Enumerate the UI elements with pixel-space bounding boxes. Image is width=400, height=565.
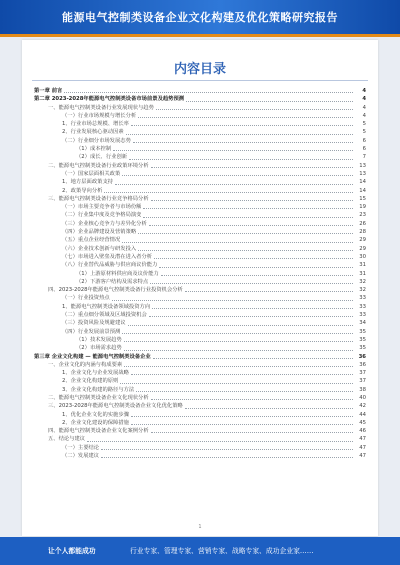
toc-entry-text: （一）主要结论 bbox=[62, 444, 100, 451]
toc-entry[interactable] bbox=[34, 270, 366, 278]
toc-leader-dots bbox=[151, 167, 353, 168]
toc-entry[interactable] bbox=[34, 328, 366, 336]
toc-entry[interactable] bbox=[34, 394, 366, 402]
toc-entry-text: （二）发展建议 bbox=[62, 453, 100, 460]
toc-entry[interactable] bbox=[34, 402, 366, 410]
toc-entry-page: 29 bbox=[359, 237, 366, 244]
toc-entry[interactable] bbox=[34, 162, 366, 170]
toc-leader-dots bbox=[131, 374, 353, 375]
toc-leader-dots bbox=[131, 416, 353, 417]
toc-leader-dots bbox=[122, 242, 353, 243]
toc-entry-page: 36 bbox=[359, 361, 366, 368]
toc-entry[interactable] bbox=[34, 153, 366, 161]
toc-leader-dots bbox=[138, 250, 353, 251]
toc-leader-dots bbox=[185, 408, 353, 409]
toc-leader-dots bbox=[87, 441, 353, 442]
toc-leader-dots bbox=[120, 383, 353, 384]
toc-entry[interactable] bbox=[34, 344, 366, 352]
toc-entry-page: 38 bbox=[359, 386, 366, 393]
toc-entry-page: 34 bbox=[359, 320, 366, 327]
toc-entry[interactable] bbox=[34, 245, 366, 253]
toc-leader-dots bbox=[128, 325, 353, 326]
page-number: 1 bbox=[198, 524, 202, 530]
toc-entry-text: （一）市场主要竞争者与市场份额 bbox=[62, 204, 142, 211]
toc-entry[interactable] bbox=[34, 137, 366, 145]
toc-entry-page: 33 bbox=[359, 312, 366, 319]
toc-leader-dots bbox=[124, 341, 353, 342]
toc-entry-page: 37 bbox=[359, 378, 366, 385]
toc-entry-page: 19 bbox=[359, 204, 366, 211]
toc-entry-page: 33 bbox=[359, 303, 366, 310]
toc-entry-text: 第二章 2023-2028年能源电气控制类设备市场前景及趋势预测 bbox=[34, 96, 185, 103]
toc-entry-page: 32 bbox=[359, 287, 366, 294]
toc-entry-text: （2）成长、行业创新 bbox=[76, 154, 128, 161]
toc-leader-dots bbox=[186, 101, 353, 102]
toc-entry-text: （二）行业集中度及竞争格局演变 bbox=[62, 212, 142, 219]
toc-entry-page: 47 bbox=[359, 444, 366, 451]
toc-leader-dots bbox=[113, 150, 353, 151]
toc-entry-text: 1、能源电气控制类设备领域投资方向 bbox=[62, 303, 151, 310]
report-footer bbox=[0, 537, 400, 565]
toc-leader-dots bbox=[131, 125, 353, 126]
toc-entry[interactable] bbox=[34, 353, 366, 361]
toc-leader-dots bbox=[143, 208, 353, 209]
toc-entry-text: （2）下游客户结构及需求特点 bbox=[76, 278, 149, 285]
toc-entry[interactable] bbox=[34, 236, 366, 244]
toc-entry-text: 1、行业市场总规模、增长率 bbox=[62, 121, 129, 128]
toc-entry[interactable] bbox=[34, 187, 366, 195]
toc-entry-page: 4 bbox=[362, 88, 366, 94]
toc-leader-dots bbox=[152, 308, 353, 309]
toc-entry-page: 42 bbox=[359, 403, 366, 410]
toc-entry[interactable] bbox=[34, 452, 366, 460]
toc-entry-text: 2、行业发展核心驱动因素 bbox=[62, 129, 124, 136]
toc-entry-page: 40 bbox=[359, 394, 366, 401]
toc-entry-text: （2）市场需求趋势 bbox=[76, 345, 122, 352]
toc-entry[interactable] bbox=[34, 435, 366, 443]
toc-entry-text: 四、2023-2028年能源电气控制类设备行业投资机会分析 bbox=[48, 287, 183, 294]
toc-entry[interactable] bbox=[34, 170, 366, 178]
toc-entry[interactable] bbox=[34, 253, 366, 261]
report-header bbox=[0, 0, 400, 37]
toc-entry-text: 一、企业文化的内涵与构成要素 bbox=[48, 361, 123, 368]
toc-entry[interactable] bbox=[34, 112, 366, 120]
toc-entry-text: （六）企业技术创新与研发投入 bbox=[62, 245, 137, 252]
toc-heading: 内容目录 bbox=[173, 62, 226, 77]
toc-entry[interactable] bbox=[34, 178, 366, 186]
footer-experts: 行业专家、管理专家、营销专家、战略专家、成功企业家…… bbox=[130, 547, 314, 555]
toc-entry[interactable] bbox=[34, 369, 366, 377]
toc-leader-dots bbox=[104, 192, 353, 193]
toc-leader-dots bbox=[185, 291, 353, 292]
toc-entry-page: 45 bbox=[359, 419, 366, 426]
toc-entry-text: 二、能源电气控制类设备企业文化现状分析 bbox=[48, 394, 149, 401]
toc-leader-dots bbox=[129, 159, 353, 160]
toc-entry[interactable] bbox=[34, 427, 366, 435]
table-of-contents bbox=[34, 87, 366, 460]
toc-entry-text: （八）行业替代品威胁与供应商议价能力 bbox=[62, 262, 158, 269]
toc-entry[interactable] bbox=[34, 361, 366, 369]
toc-entry-page: 28 bbox=[359, 229, 366, 236]
toc-entry-text: 第一章 前言 bbox=[34, 88, 63, 94]
toc-entry-text: （1）技术发展趋势 bbox=[76, 336, 122, 343]
toc-entry-page: 26 bbox=[359, 220, 366, 227]
toc-leader-dots bbox=[133, 142, 353, 143]
toc-entry-text: （四）行业发展前景预测 bbox=[62, 328, 121, 335]
toc-entry-text: 第三章 企业文化构建 — 能源电气控制类设备企业 bbox=[34, 353, 151, 360]
toc-leader-dots bbox=[122, 175, 353, 176]
toc-entry[interactable] bbox=[34, 311, 366, 319]
toc-entry[interactable] bbox=[34, 278, 366, 286]
toc-entry-text: （三）投资风险及规避建议 bbox=[62, 320, 126, 327]
toc-entry-text: 1、优化企业文化的实施步骤 bbox=[62, 411, 129, 418]
toc-entry-text: （三）企业核心竞争力与差异化分析 bbox=[62, 220, 147, 227]
toc-entry-page: 35 bbox=[359, 345, 366, 352]
toc-leader-dots bbox=[126, 134, 353, 135]
toc-entry-text: 四、能源电气控制类设备企业文化案例分析 bbox=[48, 428, 149, 435]
footer-slogan: 让个人都能成功 bbox=[48, 547, 96, 555]
toc-entry[interactable] bbox=[34, 87, 366, 95]
toc-entry-text: 2、企业文化构建的原则 bbox=[62, 378, 119, 385]
toc-entry-page: 4 bbox=[362, 112, 366, 119]
toc-entry-page: 13 bbox=[359, 162, 366, 169]
toc-entry-page: 13 bbox=[359, 170, 366, 177]
toc-entry-page: 30 bbox=[359, 253, 366, 260]
toc-entry-page: 44 bbox=[359, 411, 366, 418]
document-page bbox=[22, 40, 378, 536]
toc-entry-page: 36 bbox=[358, 353, 366, 360]
toc-entry-text: 二、能源电气控制类设备行业政策环境分析 bbox=[48, 162, 149, 169]
toc-entry-page: 35 bbox=[359, 336, 366, 343]
toc-entry-page: 6 bbox=[362, 146, 366, 153]
toc-leader-dots bbox=[138, 233, 353, 234]
toc-entry-text: 1、企业文化与企业发展战略 bbox=[62, 370, 129, 377]
toc-leader-dots bbox=[159, 267, 353, 268]
toc-leader-dots bbox=[149, 225, 353, 226]
toc-entry[interactable] bbox=[34, 203, 366, 211]
toc-entry[interactable] bbox=[34, 104, 366, 112]
report-title: 能源电气控制类设备企业文化构建及优化策略研究报告 bbox=[62, 11, 338, 24]
toc-entry[interactable] bbox=[34, 411, 366, 419]
toc-entry-page: 37 bbox=[359, 370, 366, 377]
toc-entry-text: （1）成本控制 bbox=[76, 146, 112, 153]
toc-entry[interactable] bbox=[34, 294, 366, 302]
toc-entry[interactable] bbox=[34, 377, 366, 385]
toc-entry-text: 三、能源电气控制类设备行业竞争格局分析 bbox=[48, 195, 149, 202]
toc-entry-page: 31 bbox=[359, 270, 366, 277]
toc-entry-page: 5 bbox=[362, 121, 366, 128]
toc-entry-text: （四）企业品牌建设及营销策略 bbox=[62, 229, 137, 236]
toc-entry[interactable] bbox=[34, 419, 366, 427]
toc-entry-page: 31 bbox=[359, 262, 366, 269]
toc-entry[interactable] bbox=[34, 261, 366, 269]
toc-entry-page: 47 bbox=[359, 453, 366, 460]
toc-entry-text: （一）行业投资热点 bbox=[62, 295, 110, 302]
toc-leader-dots bbox=[151, 399, 353, 400]
toc-leader-dots bbox=[138, 117, 353, 118]
toc-entry-text: （七）市场进入壁垒及潜在进入者分析 bbox=[62, 253, 153, 260]
toc-entry-page: 4 bbox=[362, 104, 366, 111]
toc-leader-dots bbox=[150, 283, 353, 284]
toc-leader-dots bbox=[64, 92, 353, 93]
toc-entry-page: 4 bbox=[362, 96, 366, 103]
toc-leader-dots bbox=[112, 300, 353, 301]
toc-leader-dots bbox=[122, 333, 353, 334]
toc-entry-text: 3、企业文化构建的路径与方法 bbox=[62, 386, 135, 393]
toc-entry-text: 一、能源电气控制类设备行业发展现状与趋势 bbox=[48, 104, 154, 111]
toc-entry-text: 2、企业文化建设的保障措施 bbox=[62, 419, 129, 426]
toc-entry-text: （五）重点企业经营情况 bbox=[62, 237, 121, 244]
toc-entry-page: 5 bbox=[362, 129, 366, 136]
toc-entry[interactable] bbox=[34, 444, 366, 452]
toc-entry-page: 14 bbox=[359, 179, 366, 186]
toc-entry-page: 35 bbox=[359, 328, 366, 335]
toc-entry-text: （一）行业市场规模与增长分析 bbox=[62, 112, 137, 119]
toc-entry[interactable] bbox=[34, 228, 366, 236]
toc-entry[interactable] bbox=[34, 95, 366, 103]
toc-leader-dots bbox=[161, 275, 353, 276]
toc-entry-page: 47 bbox=[359, 436, 366, 443]
toc-leader-dots bbox=[151, 432, 353, 433]
toc-entry-page: 33 bbox=[359, 295, 366, 302]
toc-leader-dots bbox=[153, 358, 353, 359]
toc-entry-text: （二）行业细分市场发展态势 bbox=[62, 137, 131, 144]
toc-leader-dots bbox=[124, 350, 353, 351]
toc-entry-text: 五、结论与建议 bbox=[48, 436, 86, 443]
toc-entry-text: （1）上游原材料供应商及议价能力 bbox=[76, 270, 159, 277]
toc-leader-dots bbox=[136, 391, 353, 392]
toc-leader-dots bbox=[101, 457, 353, 458]
toc-entry-text: （一）国家层面相关政策 bbox=[62, 170, 121, 177]
toc-entry-page: 15 bbox=[359, 195, 366, 202]
toc-entry-text: 1、地方层面政策支持 bbox=[62, 179, 114, 186]
toc-entry-page: 32 bbox=[359, 278, 366, 285]
toc-entry[interactable] bbox=[34, 386, 366, 394]
toc-entry-page: 46 bbox=[359, 428, 366, 435]
toc-entry-page: 23 bbox=[359, 212, 366, 219]
toc-leader-dots bbox=[124, 366, 353, 367]
toc-divider bbox=[32, 80, 368, 81]
toc-entry-text: （二）重点细分领域及区域投资机会 bbox=[62, 312, 147, 319]
toc-entry[interactable] bbox=[34, 220, 366, 228]
toc-leader-dots bbox=[151, 200, 353, 201]
toc-entry-text: 三、2023-2028年能源电气控制类设备企业文化优化策略 bbox=[48, 403, 183, 410]
toc-leader-dots bbox=[149, 316, 353, 317]
toc-entry[interactable] bbox=[34, 319, 366, 327]
toc-leader-dots bbox=[101, 449, 353, 450]
toc-entry-page: 14 bbox=[359, 187, 366, 194]
toc-entry[interactable] bbox=[34, 211, 366, 219]
toc-entry-page: 7 bbox=[362, 154, 366, 161]
toc-leader-dots bbox=[143, 217, 353, 218]
toc-entry-text: 2、政策导向分析 bbox=[62, 187, 103, 194]
toc-entry[interactable] bbox=[34, 303, 366, 311]
toc-entry-page: 29 bbox=[359, 245, 366, 252]
toc-entry-page: 6 bbox=[362, 137, 366, 144]
toc-entry[interactable] bbox=[34, 128, 366, 136]
toc-entry[interactable] bbox=[34, 195, 366, 203]
toc-entry[interactable] bbox=[34, 336, 366, 344]
toc-entry[interactable] bbox=[34, 120, 366, 128]
toc-leader-dots bbox=[154, 258, 353, 259]
toc-entry[interactable] bbox=[34, 145, 366, 153]
toc-leader-dots bbox=[131, 424, 353, 425]
toc-leader-dots bbox=[115, 184, 353, 185]
toc-entry[interactable] bbox=[34, 286, 366, 294]
toc-leader-dots bbox=[156, 109, 353, 110]
